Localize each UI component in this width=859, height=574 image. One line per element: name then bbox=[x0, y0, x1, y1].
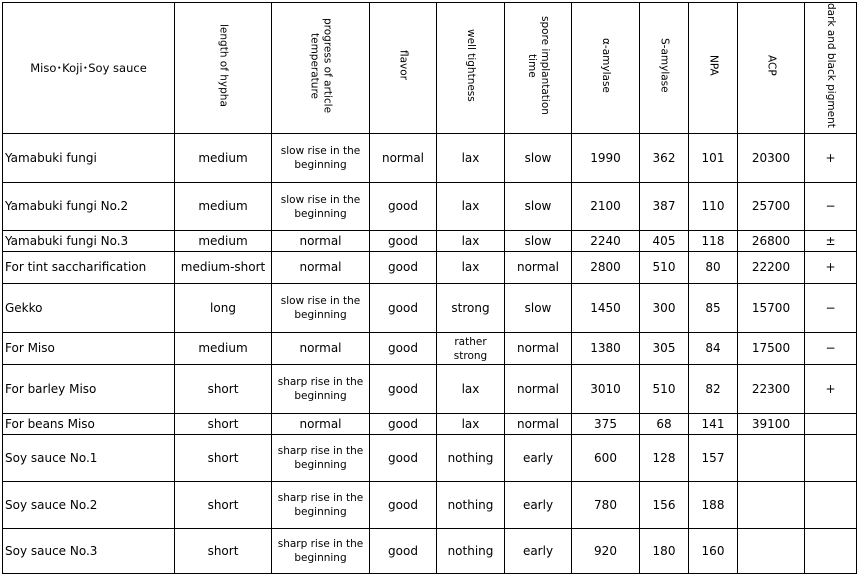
table-row bbox=[3, 183, 857, 231]
cell-hypha: short bbox=[175, 365, 272, 414]
cell-pigment bbox=[805, 435, 857, 482]
cell-acp: 25700 bbox=[738, 183, 805, 231]
cell-alpha-amylase: 1380 bbox=[572, 333, 640, 365]
cell-spore: slow bbox=[505, 284, 572, 333]
cell-flavor: good bbox=[370, 529, 437, 574]
header-spore-implantation-time: spore implantation time bbox=[505, 3, 572, 134]
cell-pigment: + bbox=[805, 134, 857, 183]
cell-spore: early bbox=[505, 435, 572, 482]
cell-acp: 39100 bbox=[738, 414, 805, 435]
koji-properties-table bbox=[2, 2, 857, 574]
cell-temperature: normal bbox=[272, 414, 370, 435]
cell-hypha: medium bbox=[175, 134, 272, 183]
table-row bbox=[3, 482, 857, 529]
cell-spore: normal bbox=[505, 414, 572, 435]
cell-s-amylase: 300 bbox=[640, 284, 689, 333]
cell-tightness: nothing bbox=[437, 482, 505, 529]
header-row bbox=[3, 3, 857, 134]
cell-s-amylase: 387 bbox=[640, 183, 689, 231]
cell-spore: early bbox=[505, 529, 572, 574]
cell-spore: slow bbox=[505, 231, 572, 252]
cell-spore: normal bbox=[505, 333, 572, 365]
header-flavor: flavor bbox=[370, 3, 437, 134]
cell-alpha-amylase: 3010 bbox=[572, 365, 640, 414]
cell-npa: 84 bbox=[689, 333, 738, 365]
table-row bbox=[3, 231, 857, 252]
cell-npa: 157 bbox=[689, 435, 738, 482]
cell-flavor: good bbox=[370, 365, 437, 414]
cell-acp bbox=[738, 482, 805, 529]
cell-spore: normal bbox=[505, 252, 572, 284]
table-row bbox=[3, 284, 857, 333]
cell-pigment bbox=[805, 529, 857, 574]
cell-s-amylase: 510 bbox=[640, 252, 689, 284]
cell-flavor: good bbox=[370, 252, 437, 284]
cell-hypha: short bbox=[175, 435, 272, 482]
cell-acp: 15700 bbox=[738, 284, 805, 333]
cell-name: For barley Miso bbox=[3, 365, 175, 414]
cell-flavor: normal bbox=[370, 134, 437, 183]
cell-temperature: sharp rise in the beginning bbox=[272, 435, 370, 482]
cell-name: For Miso bbox=[3, 333, 175, 365]
cell-tightness: lax bbox=[437, 252, 505, 284]
cell-hypha: short bbox=[175, 414, 272, 435]
cell-npa: 110 bbox=[689, 183, 738, 231]
cell-hypha: medium-short bbox=[175, 252, 272, 284]
cell-npa: 188 bbox=[689, 482, 738, 529]
cell-flavor: good bbox=[370, 333, 437, 365]
cell-temperature: sharp rise in the beginning bbox=[272, 529, 370, 574]
cell-npa: 160 bbox=[689, 529, 738, 574]
cell-temperature: normal bbox=[272, 333, 370, 365]
cell-name: Yamabuki fungi bbox=[3, 134, 175, 183]
cell-pigment bbox=[805, 482, 857, 529]
header-npa: NPA bbox=[689, 3, 738, 134]
cell-s-amylase: 305 bbox=[640, 333, 689, 365]
cell-npa: 118 bbox=[689, 231, 738, 252]
cell-s-amylase: 128 bbox=[640, 435, 689, 482]
cell-name: Soy sauce No.3 bbox=[3, 529, 175, 574]
cell-npa: 82 bbox=[689, 365, 738, 414]
cell-flavor: good bbox=[370, 284, 437, 333]
cell-pigment: − bbox=[805, 333, 857, 365]
cell-s-amylase: 510 bbox=[640, 365, 689, 414]
cell-pigment bbox=[805, 414, 857, 435]
cell-npa: 85 bbox=[689, 284, 738, 333]
cell-acp: 22200 bbox=[738, 252, 805, 284]
table-row bbox=[3, 529, 857, 574]
cell-name: For beans Miso bbox=[3, 414, 175, 435]
cell-s-amylase: 68 bbox=[640, 414, 689, 435]
cell-flavor: good bbox=[370, 414, 437, 435]
cell-acp: 17500 bbox=[738, 333, 805, 365]
cell-acp bbox=[738, 435, 805, 482]
table-row bbox=[3, 252, 857, 284]
cell-acp: 26800 bbox=[738, 231, 805, 252]
cell-pigment: − bbox=[805, 183, 857, 231]
cell-spore: early bbox=[505, 482, 572, 529]
cell-name: Soy sauce No.2 bbox=[3, 482, 175, 529]
cell-spore: slow bbox=[505, 134, 572, 183]
cell-tightness: lax bbox=[437, 183, 505, 231]
cell-tightness: nothing bbox=[437, 529, 505, 574]
table-row bbox=[3, 134, 857, 183]
cell-s-amylase: 156 bbox=[640, 482, 689, 529]
cell-alpha-amylase: 2100 bbox=[572, 183, 640, 231]
cell-alpha-amylase: 600 bbox=[572, 435, 640, 482]
cell-temperature: normal bbox=[272, 231, 370, 252]
cell-alpha-amylase: 2240 bbox=[572, 231, 640, 252]
header-s-amylase: S-amylase bbox=[640, 3, 689, 134]
koji-properties-table-wrapper bbox=[2, 2, 857, 574]
header-alpha-amylase: α-amylase bbox=[572, 3, 640, 134]
cell-tightness: nothing bbox=[437, 435, 505, 482]
cell-s-amylase: 362 bbox=[640, 134, 689, 183]
cell-name: Gekko bbox=[3, 284, 175, 333]
cell-flavor: good bbox=[370, 183, 437, 231]
cell-tightness: strong bbox=[437, 284, 505, 333]
table-row bbox=[3, 435, 857, 482]
table-row bbox=[3, 365, 857, 414]
cell-temperature: sharp rise in the beginning bbox=[272, 482, 370, 529]
cell-pigment: − bbox=[805, 284, 857, 333]
header-acp: ACP bbox=[738, 3, 805, 134]
cell-spore: slow bbox=[505, 183, 572, 231]
header-miso-koji-soy-sauce: Miso･Koji･Soy sauce bbox=[3, 3, 175, 134]
cell-name: Soy sauce No.1 bbox=[3, 435, 175, 482]
cell-acp bbox=[738, 529, 805, 574]
cell-s-amylase: 405 bbox=[640, 231, 689, 252]
cell-flavor: good bbox=[370, 435, 437, 482]
cell-pigment: + bbox=[805, 252, 857, 284]
table-row bbox=[3, 414, 857, 435]
cell-alpha-amylase: 920 bbox=[572, 529, 640, 574]
cell-npa: 101 bbox=[689, 134, 738, 183]
cell-alpha-amylase: 375 bbox=[572, 414, 640, 435]
header-length-of-hypha: length of hypha bbox=[175, 3, 272, 134]
cell-hypha: long bbox=[175, 284, 272, 333]
cell-temperature: slow rise in the beginning bbox=[272, 284, 370, 333]
cell-flavor: good bbox=[370, 482, 437, 529]
cell-flavor: good bbox=[370, 231, 437, 252]
header-dark-and-black-pigment: dark and black pigment bbox=[805, 3, 857, 134]
cell-name: For tint saccharification bbox=[3, 252, 175, 284]
cell-temperature: slow rise in the beginning bbox=[272, 183, 370, 231]
cell-hypha: short bbox=[175, 482, 272, 529]
cell-alpha-amylase: 1990 bbox=[572, 134, 640, 183]
header-progress-of-article-temperature: progress of article temperature bbox=[272, 3, 370, 134]
cell-alpha-amylase: 1450 bbox=[572, 284, 640, 333]
cell-npa: 141 bbox=[689, 414, 738, 435]
cell-tightness: rather strong bbox=[437, 333, 505, 365]
cell-alpha-amylase: 780 bbox=[572, 482, 640, 529]
cell-alpha-amylase: 2800 bbox=[572, 252, 640, 284]
cell-tightness: lax bbox=[437, 365, 505, 414]
cell-temperature: slow rise in the beginning bbox=[272, 134, 370, 183]
cell-pigment: + bbox=[805, 365, 857, 414]
cell-spore: normal bbox=[505, 365, 572, 414]
header-well-tightness: well tightness bbox=[437, 3, 505, 134]
cell-tightness: lax bbox=[437, 231, 505, 252]
cell-npa: 80 bbox=[689, 252, 738, 284]
cell-acp: 20300 bbox=[738, 134, 805, 183]
cell-tightness: lax bbox=[437, 414, 505, 435]
cell-name: Yamabuki fungi No.3 bbox=[3, 231, 175, 252]
cell-temperature: sharp rise in the beginning bbox=[272, 365, 370, 414]
cell-hypha: medium bbox=[175, 333, 272, 365]
cell-pigment: ± bbox=[805, 231, 857, 252]
cell-hypha: medium bbox=[175, 231, 272, 252]
table-row bbox=[3, 333, 857, 365]
cell-name: Yamabuki fungi No.2 bbox=[3, 183, 175, 231]
cell-hypha: short bbox=[175, 529, 272, 574]
cell-tightness: lax bbox=[437, 134, 505, 183]
cell-hypha: medium bbox=[175, 183, 272, 231]
cell-s-amylase: 180 bbox=[640, 529, 689, 574]
cell-acp: 22300 bbox=[738, 365, 805, 414]
cell-temperature: normal bbox=[272, 252, 370, 284]
